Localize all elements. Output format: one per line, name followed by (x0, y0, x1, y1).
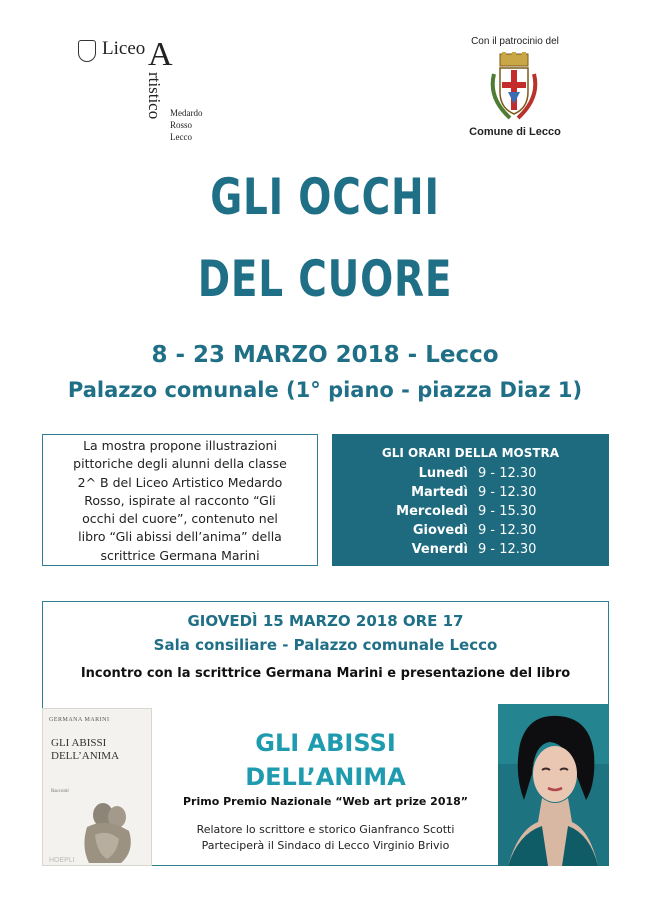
book-cover-title-line: GLI ABISSI (51, 737, 107, 749)
description-line: Rosso, ispirate al racconto “Gli (84, 492, 276, 508)
hours-row (332, 504, 609, 523)
book-title-line: DELL’ANIMA (245, 763, 406, 791)
hours-row (332, 485, 609, 504)
hours-time: 9 - 15.30 (478, 504, 537, 519)
event-dates: 8 - 23 MARZO 2018 - Lecco (151, 342, 499, 368)
liceo-vertical-word (145, 72, 166, 138)
hours-day: Martedì (411, 485, 468, 500)
republic-emblem-icon (78, 40, 96, 62)
hours-time: 9 - 12.30 (478, 466, 537, 481)
hours-row (332, 542, 609, 561)
school-name-line-1: Medardo (170, 108, 203, 118)
title-line-1: GLI OCCHI (210, 168, 440, 226)
hours-day: Giovedì (412, 523, 468, 538)
book-title (42, 726, 609, 794)
book-title-line: GLI ABISSI (255, 729, 396, 757)
comune-label: Comune di Lecco (469, 126, 561, 138)
description-line: occhi del cuore”, contenuto nel (82, 511, 278, 527)
book-cover-subtitle: Racconti (51, 789, 69, 794)
hours-row (332, 466, 609, 485)
description-text (46, 437, 314, 565)
hours-day: Venerdì (411, 542, 468, 557)
description-line: scrittrice Germana Marini (100, 547, 260, 563)
school-name-line-2: Rosso (170, 120, 193, 130)
book-cover-publisher: HOEPLI (49, 857, 75, 864)
speaker-line: Parteciperà il Sindaco di Lecco Virginio Brivio (201, 839, 450, 852)
book-cover-title-line: DELL’ANIMA (51, 750, 120, 762)
patronage-label: Con il patrocinio del (471, 36, 559, 47)
event-venue: Palazzo comunale (1° piano - piazza Diaz 1) (67, 378, 583, 402)
speaker-line: Relatore lo scrittore e storico Gianfranco Scotti (196, 823, 455, 836)
description-line: La mostra propone illustrazioni (83, 438, 277, 453)
hours-day: Lunedì (418, 466, 468, 481)
hours-time: 9 - 12.30 (478, 542, 537, 557)
presentation-venue: Sala consiliare - Palazzo comunale Lecco (153, 636, 498, 654)
school-name-line-3: Lecco (170, 132, 192, 142)
comune-crest-icon (488, 52, 540, 124)
description-line: 2^ B del Liceo Artistico Medardo (77, 474, 283, 490)
speakers-text (42, 822, 609, 854)
presentation-intro: Incontro con la scrittrice Germana Marini e presentazione del libro (80, 666, 571, 681)
liceo-letter-a: A (148, 36, 173, 73)
book-cover-author: GERMANA MARINI (49, 717, 110, 723)
hours-time: 9 - 12.30 (478, 485, 537, 500)
liceo-word: Liceo (102, 38, 146, 59)
title-line-2: DEL CUORE (197, 250, 453, 308)
liceo-vertical-text: rtistico (145, 72, 164, 120)
hours-title: GLI ORARI DELLA MOSTRA (381, 446, 560, 460)
hours-time: 9 - 12.30 (478, 523, 537, 538)
hours-row (332, 523, 609, 542)
prize-text: Primo Premio Nazionale “Web art prize 2018” (182, 795, 469, 808)
description-line: pittoriche degli alunni della classe (73, 456, 287, 472)
hours-day: Mercoledì (396, 504, 468, 519)
presentation-date: GIOVEDÌ 15 MARZO 2018 ORE 17 (187, 612, 464, 630)
description-line: libro “Gli abissi dell’anima” della (78, 529, 282, 545)
liceo-logo (78, 36, 208, 140)
